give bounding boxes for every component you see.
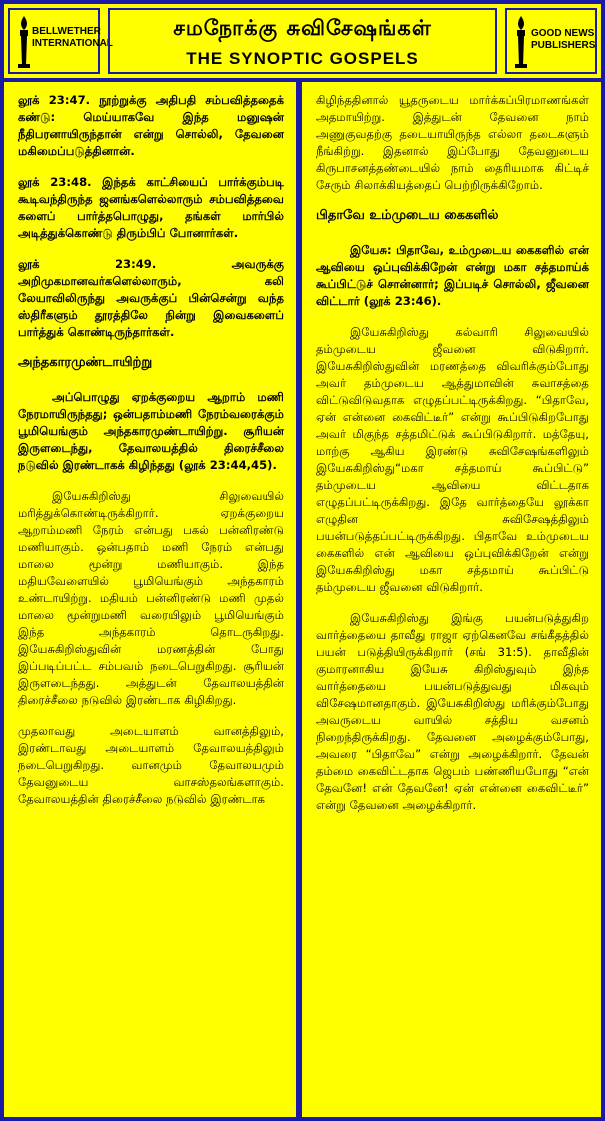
left-logo-text: BELLWETHER INTERNATIONAL bbox=[32, 26, 113, 49]
commentary-paragraph: இயேசுகிறிஸ்து சிலுவையில் மரித்துக்கொண்டிருக்கிறார். ஏறக்குறைய ஆறாம்மணி நேரம் என்பது பகல் பன்னிரண்டு மணியாகும். ஒன்பதாம் மணி நேரம் என்பது மாலை மூன்று மணியாகும். இந்த மதியவேளையில் பூமியெங்கும் அந்தகாரம் உண்டாயிற்று. மதியம் பன்னிரண்டு மணி முதல் மாலை மூன்றுமணி வரையிலும் பூமியெங்கும் இந்த அந்தகாரம் தொடருகிறது. இயேசுகிறிஸ்துவின் மரணத்தின் போது இப்படிப்பட்ட சம்பவம் நடைபெறுகிறது. சூரியன் இருளடைந்தது. அத்துடன் தேவாலயத்தின் திரைச்சீலை நடுவில் இரண்டாக கிழிகிறது. bbox=[18, 489, 284, 707]
title-box bbox=[108, 8, 497, 74]
torch-logo-icon bbox=[511, 14, 531, 70]
torch-logo-icon bbox=[14, 14, 34, 70]
commentary-paragraph: இயேசுகிறிஸ்து கல்வாரி சிலுவையில் தம்முடைய ஜீவனை விடுகிறார். இயேசுகிறிஸ்துவின் மரணத்தை விவரிக்கும்போது அவர் தம்முடைய ஆத்துமாவின் சுவாசத்தை விட்டுவிடுவதாக எழுதப்பட்டிருக்கிறது. “பிதாவே, ஏன் என்னை கைவிட்டீர்” என்று கூப்பிடுகிறபோது அவர் மிகுந்த சத்தமிட்டுக் கூப்பிடுகிறார். மத்தேயு, மாற்கு ஆகிய இரண்டு சுவிசேஷங்களிலும் இயேசுகிறிஸ்து“மகா சத்தமாய் கூப்பிட்டு” தம்முடைய ஆவியை விட்டதாக எழுதப்பட்டிருக்கிறது. இதே வார்த்தையே லூக்கா எழுதின சுவிசேஷத்திலும் பயன்படுத்தப்பட்டிருக்கிறது. பிதாவே உம்முடைய கைகளில் என் ஆவியை ஒப்புவிக்கிறேன் என்று இயேசுகிறிஸ்து மகா சத்தமாய் கூப்பிட்டு தம்முடைய ஜீவனை விடுகிறார். bbox=[316, 325, 589, 594]
verse-luke-23-49: லூக் 23:49. அவருக்கு அறிமுகமானவர்களெல்லாரும், கலி லேயாவிலிருந்து அவருக்குப் பின்சென்று வந்த ஸ்திரீகளும் தூரத்திலே நின்று இவைகளைப் பார்த்துக் கொண்டிருந்தார்கள். bbox=[18, 257, 284, 339]
verse-luke-23-46: இயேசு: பிதாவே, உம்முடைய கைகளில் என் ஆவியை ஒப்புவிக்கிறேன் என்று மகா சத்தமாய்க் கூப்பிட்டுச் சொன்னார்; இப்படிச் சொல்லி, ஜீவனை விட்டார் (லூக் 23:46). bbox=[316, 243, 589, 308]
section-heading-father-hands: பிதாவே உம்முடைய கைகளில் bbox=[316, 208, 499, 223]
verse-luke-23-48: லூக் 23:48. இந்தக் காட்சியைப் பார்க்கும்படி கூடிவந்திருந்த ஜனங்களெல்லாரும் சம்பவித்தவை களைப் பார்த்தபொழுது, தங்கள் மார்பில் அடித்துக்கொண்டு திரும்பிப் போனார்கள். bbox=[18, 175, 284, 240]
commentary-paragraph: இயேசுகிறிஸ்து இங்கு பயன்படுத்துகிற வார்த்தையை தாவீது ராஜா ஏற்கெனவே சங்கீதத்தில் பயன் படுத்தியிருக்கிறார் (சங் 31:5). தாவீதின் குமாரனாகிய இயேசு கிறிஸ்துவும் இந்த வார்த்தையை பயன்படுத்துவது மிகவும் விசேஷமானதாகும். இயேசுகிறிஸ்து மரிக்கும்போது அவருடைய வாயில் சத்திய வசனம் நிறைந்திருக்கிறது. தேவனை அழைக்கும்போது, அவரை “பிதாவே” என்று அழைக்கிறார். தேவன் தம்மை கைவிட்டதாக ஜெபம் பண்ணியபோது “என் தேவனே! என் தேவனே! ஏன் என்னை கைவிட்டீர்” என்று தேவனை அழைக்கிறார். bbox=[316, 611, 589, 812]
left-column bbox=[4, 82, 296, 1117]
right-column bbox=[302, 82, 601, 1117]
page-title-tamil: சமநோக்கு சுவிசேஷங்கள் bbox=[173, 16, 432, 40]
good-news-logo bbox=[505, 8, 597, 74]
right-logo-text: GOOD NEWS PUBLISHERS bbox=[531, 28, 596, 51]
section-heading-darkness: அந்தகாரமுண்டாயிற்று bbox=[18, 355, 153, 370]
bellwether-logo bbox=[8, 8, 113, 74]
page-title-english: THE SYNOPTIC GOSPELS bbox=[186, 49, 419, 68]
commentary-paragraph: கிழிந்ததினால் யூதருடைய மார்க்கப்பிரமாணங்கள் அதமாயிற்று. இத்துடன் தேவனை நாம் அணுகுவதற்கு தடையாயிருந்த எல்லா தடைகளும் நீங்கிற்று. இதனால் இப்போது தேவனுடைய கிருபாசனத்தண்டையில் நாம் தைரியமாக கிட்டிச் சேரும் சிலாக்கியத்தைப் பெற்றிருக்கிறோம். bbox=[316, 93, 589, 192]
header-banner bbox=[4, 4, 601, 78]
verse-luke-23-47: லூக் 23:47. நூற்றுக்கு அதிபதி சம்பவித்ததைக் கண்டு: மெய்யாகவே இந்த மனுஷன் நீதிபரனாயிருந்தான் என்று சொல்லி, தேவனை மகிமைப்படுத்தினான். bbox=[18, 93, 284, 158]
verse-luke-23-44-45: அப்பொழுது ஏறக்குறைய ஆறாம் மணி நேரமாயிருந்தது; ஒன்பதாம்மணி நேரம்வரைக்கும் பூமியெங்கும் அந்தகாரமுண்டாயிற்று. சூரியன் இருளடைந்து, தேவாலயத்தில் திரைச்சீலை நடுவில் இரண்டாகக் கிழிந்தது (லூக் 23:44,45). bbox=[18, 390, 284, 472]
commentary-paragraph: முதலாவது அடையாளம் வானத்திலும், இரண்டாவது அடையாளம் தேவாலயத்திலும் நடைபெறுகிறது. வானமும் தேவாலயமும் தேவனுடைய வாசஸ்தலங்களாகும். தேவாலயத்தின் திரைச்சீலை நடுவில் இரண்டாக bbox=[18, 724, 284, 806]
